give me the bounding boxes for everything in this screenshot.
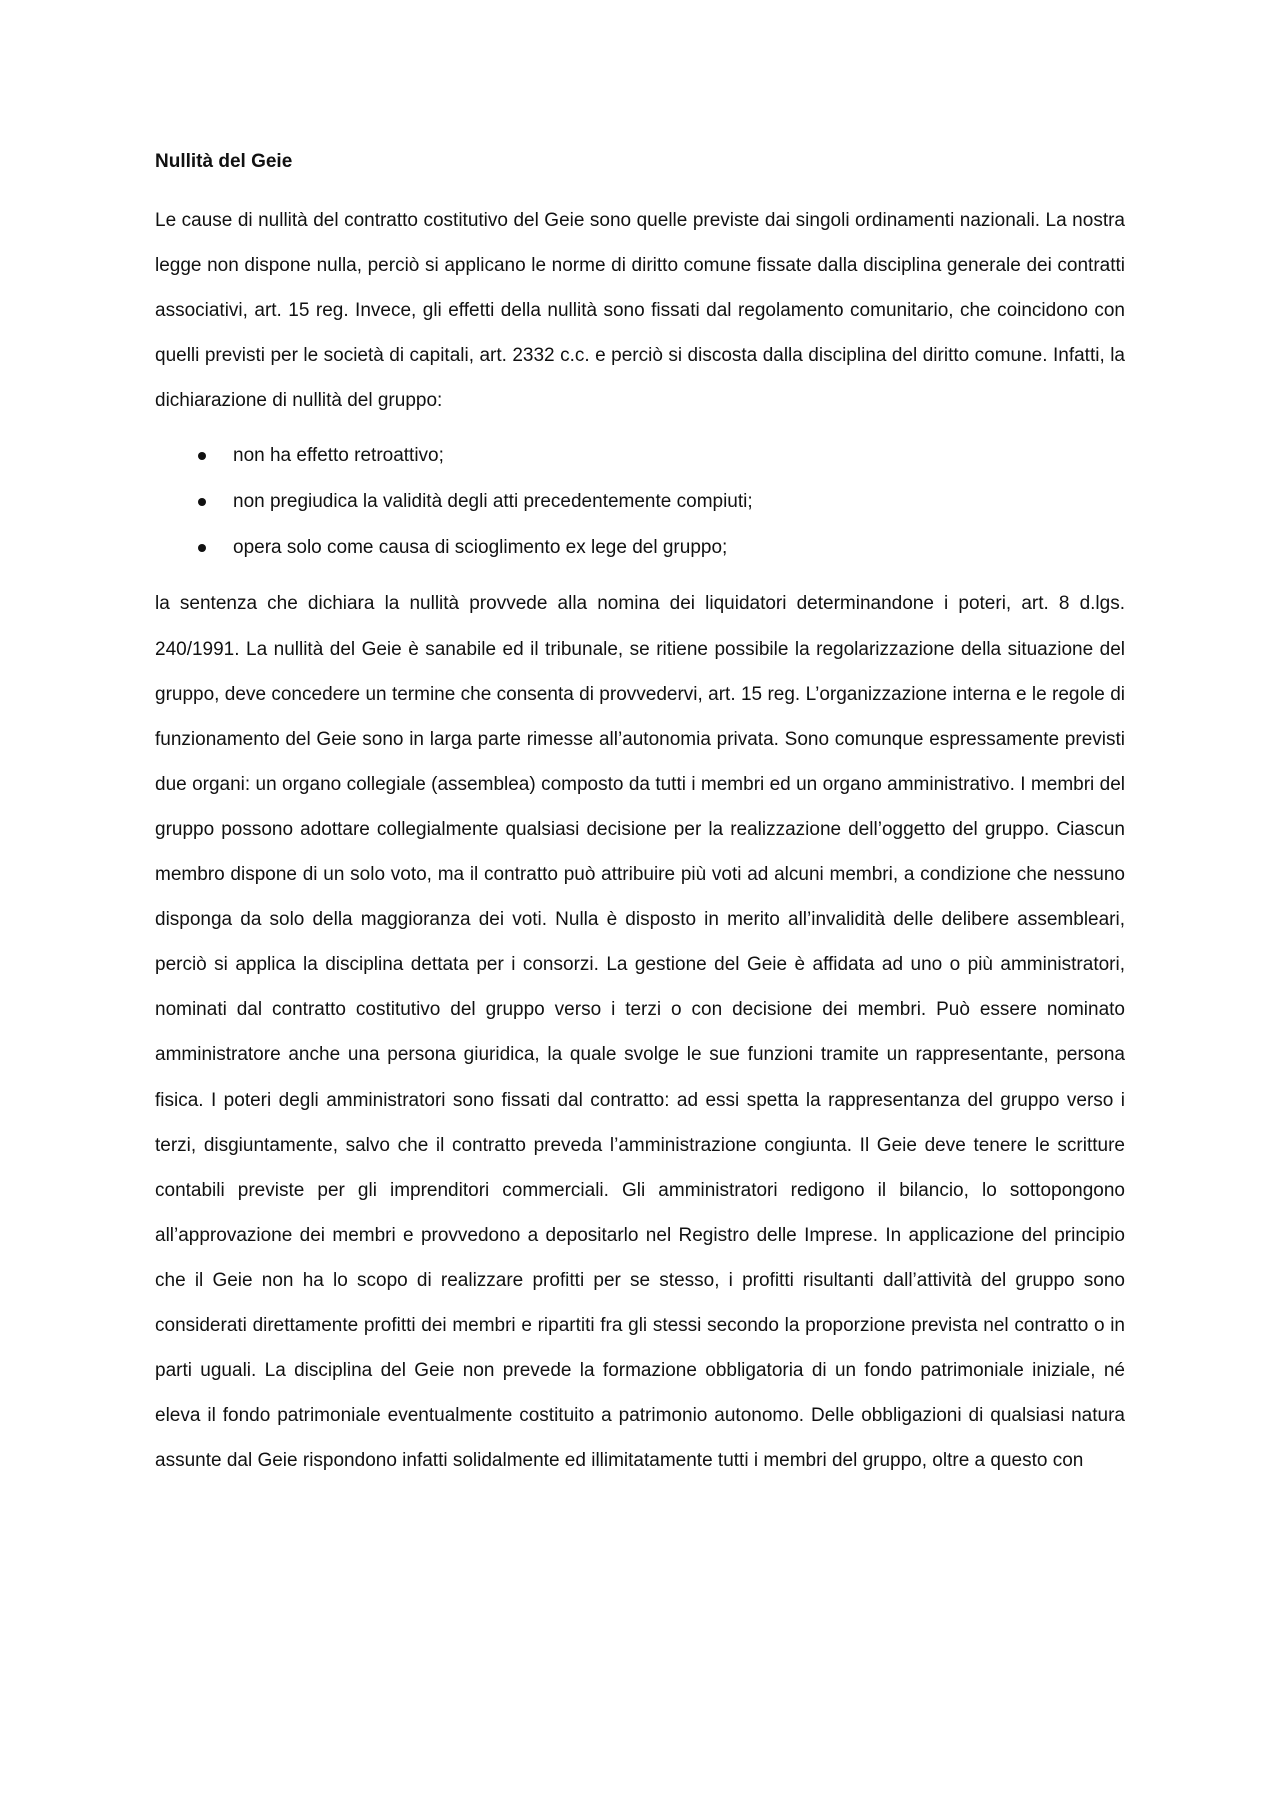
bullet-icon — [198, 452, 206, 460]
list-item-text: non ha effetto retroattivo; — [233, 445, 444, 467]
document-page — [155, 150, 1125, 1483]
document-title: Nullità del Geie — [155, 151, 293, 172]
list-item — [155, 525, 1125, 571]
body-paragraph: la sentenza che dichiara la nullità provvede alla nomina dei liquidatori determinandone i poteri, art. 8 d.lgs. 240/1991. La nullità del Geie è sanabile ed il tribunale, se ritiene possibile la regolarizzazione della situazione del gruppo, deve concedere un termine che consenta di provvedervi, art. 15 reg. L’organizzazione interna e le regole di funzionamento del Geie sono in larga parte rimesse all’autonomia privata. Sono comunque espressamente previsti due organi: un organo collegiale (assemblea) composto da tutti i membri ed un organo amministrativo. I membri del gruppo possono adottare collegialmente qualsiasi decisione per la realizzazione dell’oggetto del gruppo. Ciascun membro dispone di un solo voto, ma il contratto può attribuire più voti ad alcuni membri, a condizione che nessuno disponga da solo della maggioranza dei voti. Nulla è disposto in merito all’invalidità delle delibere assembleari, perciò si applica la disciplina dettata per i consorzi. La gestione del Geie è affidata ad uno o più amministratori, nominati dal contratto costitutivo del gruppo verso i terzi o con decisione dei membri. Può essere nominato amministratore anche una persona giuridica, la quale svolge le sue funzioni tramite un rappresentante, persona fisica. I poteri degli amministratori sono fissati dal contratto: ad essi spetta la rappresentanza del gruppo verso i terzi, disgiuntamente, salvo che il contratto preveda l’amministrazione congiunta. Il Geie deve tenere le scritture contabili previste per gli imprenditori commerciali. Gli amministratori redigono il bilancio, lo sottopongono all’approvazione dei membri e provvedono a depositarlo nel Registro delle Imprese. In applicazione del principio che il Geie non ha lo scopo di realizzare profitti per se stesso, i profitti risultanti dall’attività del gruppo sono considerati direttamente profitti dei membri e ripartiti fra gli stessi secondo la proporzione prevista nel contratto o in parti uguali. La disciplina del Geie non prevede la formazione obbligatoria di un fondo patrimoniale iniziale, né eleva il fondo patrimoniale eventualmente costituito a patrimonio autonomo. Delle obbligazioni di qualsiasi natura assunte dal Geie rispondono infatti solidalmente ed illimitatamente tutti i membri del gruppo, oltre a questo con — [155, 593, 1125, 1472]
intro-paragraph: Le cause di nullità del contratto costitutivo del Geie sono quelle previste dai singoli ordinamenti nazionali. La nostra legge non dispone nulla, perciò si applicano le norme di diritto comune fissate dalla disciplina generale dei contratti associativi, art. 15 reg. Invece, gli effetti della nullità sono fissati dal regolamento comunitario, che coincidono con quelli previsti per le società di capitali, art. 2332 c.c. e perciò si discosta dalla disciplina del diritto comune. Infatti, la dichiarazione di nullità del gruppo: — [155, 210, 1125, 412]
list-item — [155, 433, 1125, 479]
list-item — [155, 479, 1125, 525]
list-item-text: non pregiudica la validità degli atti precedentemente compiuti; — [233, 491, 753, 513]
nullity-effects-list — [155, 433, 1125, 571]
list-item-text: opera solo come causa di scioglimento ex lege del gruppo; — [233, 537, 728, 559]
bullet-icon — [198, 544, 206, 552]
bullet-icon — [198, 498, 206, 506]
